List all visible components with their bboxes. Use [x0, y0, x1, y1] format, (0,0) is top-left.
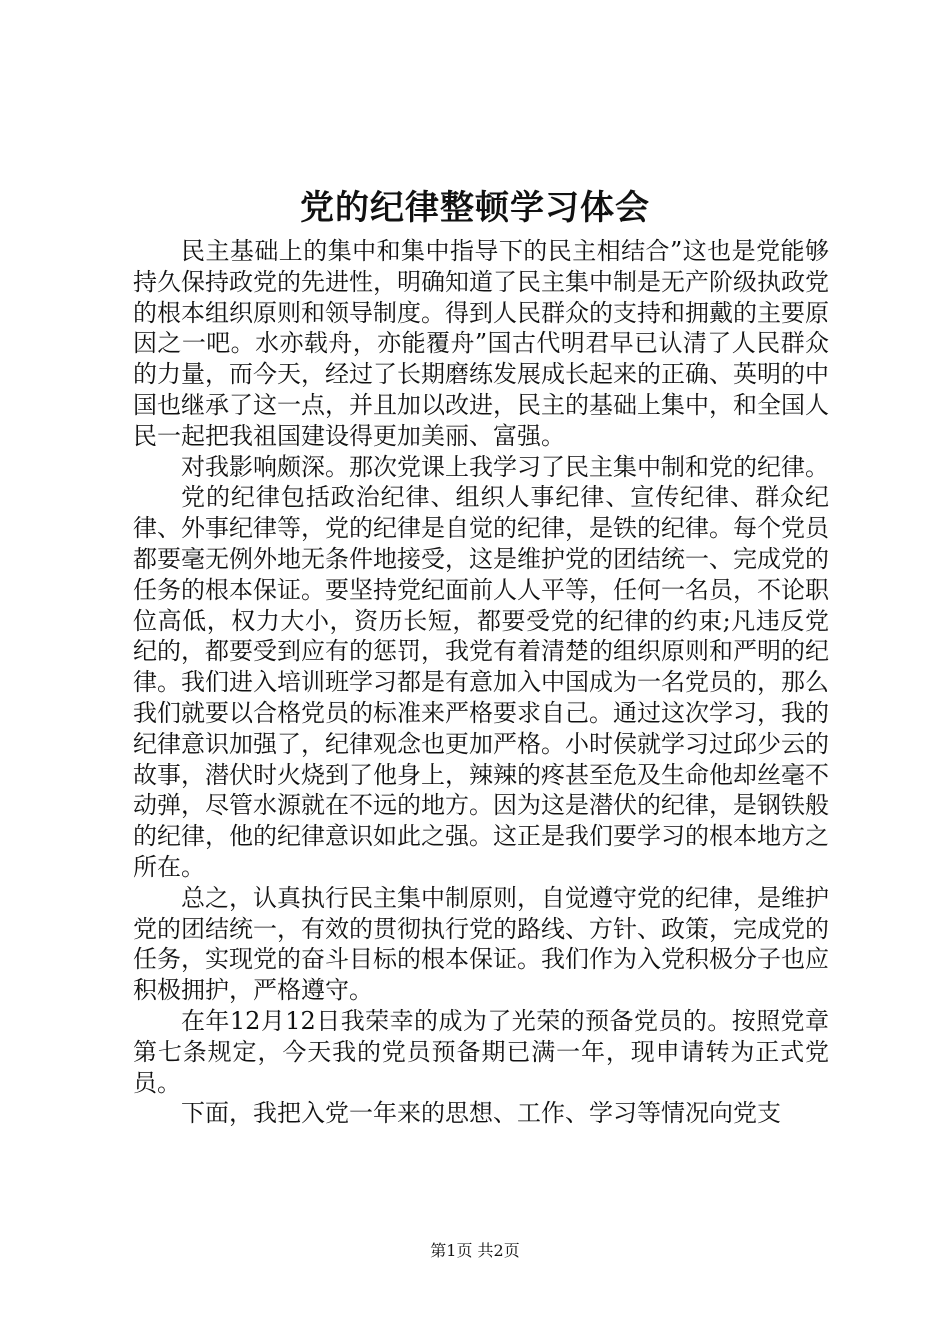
paragraph: 民主基础上的集中和集中指导下的民主相结合”这也是党能够持久保持政党的先进性，明确知道了民主集中制是无产阶级执政党的根本组织原则和领导制度。得到人民群众的支持和拥戴的主要原因之一吧。水亦载舟，亦能覆舟”国古代明君早已认清了人民群众的力量，而今天，经过了长期磨练发展成长起来的正确、英明的中国也继承了这一点，并且加以改进，民主的基础上集中，和全国人民一起把我祖国建设得更加美丽、富强。 [133, 237, 829, 450]
paragraph: 在年12月12日我荣幸的成为了光荣的预备党员的。按照党章第七条规定，今天我的党员预备期已满一年，现申请转为正式党员。 [133, 1006, 829, 1097]
paragraph: 党的纪律包括政治纪律、组织人事纪律、宣传纪律、群众纪律、外事纪律等，党的纪律是自觉的纪律，是铁的纪律。每个党员都要毫无例外地无条件地接受，这是维护党的团结统一、完成党的任务的根本保证。要坚持党纪面前人人平等，任何一名员，不论职位高低，权力大小，资历长短，都要受党的纪律的约束;凡违反党纪的，都要受到应有的惩罚，我党有着清楚的组织原则和严明的纪律。我们进入培训班学习都是有意加入中国成为一名党员的，那么我们就要以合格党员的标准来严格要求自己。通过这次学习，我的纪律意识加强了，纪律观念也更加严格。小时侯就学习过邱少云的故事，潜伏时火烧到了他身上，辣辣的疼甚至危及生命他却丝毫不动弹，尽管水源就在不远的地方。因为这是潜伏的纪律，是钢铁般的纪律，他的纪律意识如此之强。这正是我们要学习的根本地方之所在。 [133, 483, 829, 881]
paragraph: 总之，认真执行民主集中制原则，自觉遵守党的纪律，是维护党的团结统一，有效的贯彻执行党的路线、方针、政策，完成党的任务，实现党的奋斗目标的根本保证。我们作为入党积极分子也应积极拥护，严格遵守。 [133, 883, 829, 1005]
document-body [133, 236, 829, 1129]
paragraph: 下面，我把入党一年来的思想、工作、学习等情况向党支 [181, 1099, 781, 1128]
page-number-footer: 第1页 共2页 [430, 1241, 520, 1260]
document-title: 党的纪律整顿学习体会 [300, 188, 650, 228]
paragraph: 对我影响颇深。那次党课上我学习了民主集中制和党的纪律。 [181, 452, 829, 481]
